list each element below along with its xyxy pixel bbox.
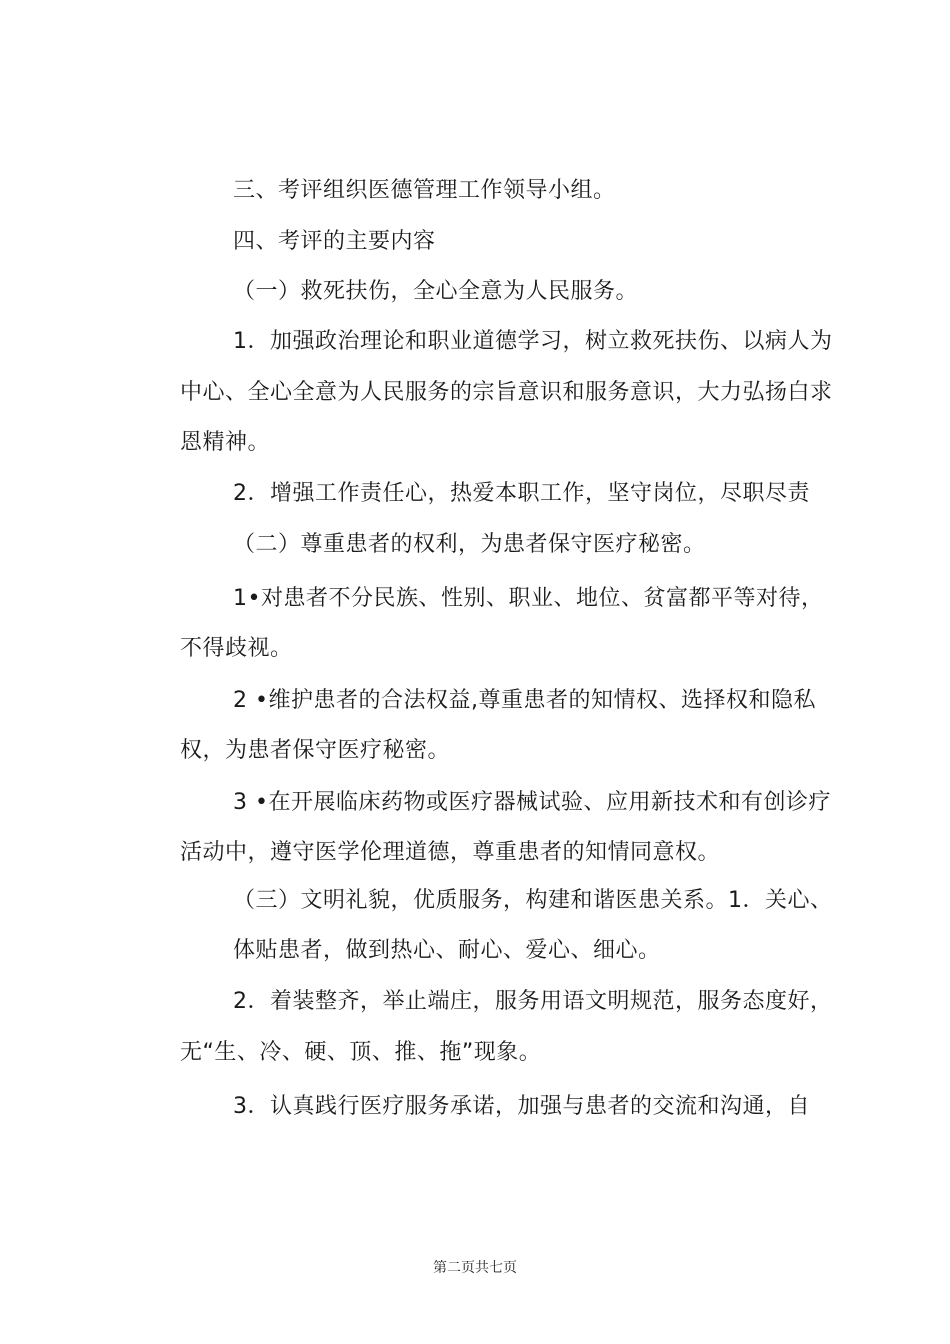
paragraph-line: 3 •在开展临床药物或医疗器械试验、应用新技术和有创诊疗 bbox=[233, 790, 831, 815]
section-heading-four: 四、考评的主要内容 bbox=[233, 229, 436, 254]
paragraph-line: 体贴患者，做到热心、耐心、爱心、细心。 bbox=[233, 938, 661, 963]
page-footer: 第二页共七页 bbox=[433, 1260, 517, 1276]
paragraph-line: 1•对患者不分民族、性别、职业、地位、贫富都平等对待， bbox=[233, 586, 824, 611]
paragraph-line: 权，为患者保守医疗秘密。 bbox=[180, 738, 451, 763]
section-heading-three: 三、考评组织医德管理工作领导小组。 bbox=[233, 178, 616, 203]
paragraph-line: 2．增强工作责任心，热爱本职工作，坚守岗位，尽职尽责 bbox=[233, 481, 810, 506]
paragraph-line: 1．加强政治理论和职业道德学习，树立救死扶伤、以病人为 bbox=[233, 329, 833, 354]
paragraph-line: 恩精神。 bbox=[180, 430, 271, 455]
paragraph-line: 活动中，遵守医学伦理道德，尊重患者的知情同意权。 bbox=[180, 840, 721, 865]
paragraph-line: 中心、全心全意为人民服务的宗旨意识和服务意识，大力弘扬白求 bbox=[180, 380, 833, 405]
paragraph-line: 无“生、冷、硬、顶、推、拖”现象。 bbox=[180, 1040, 542, 1065]
paragraph-line: 2．着装整齐，举止端庄，服务用语文明规范，服务态度好， bbox=[233, 989, 833, 1014]
paragraph-line: 2 •维护患者的合法权益,尊重患者的知情权、选择权和隐私 bbox=[233, 688, 816, 713]
subsection-heading-two: （二）尊重患者的权利，为患者保守医疗秘密。 bbox=[233, 532, 706, 557]
paragraph-line: 不得歧视。 bbox=[180, 636, 293, 661]
subsection-heading-three: （三）文明礼貌，优质服务，构建和谐医患关系。1．关心、 bbox=[233, 888, 833, 913]
subsection-heading-one: （一）救死扶伤，全心全意为人民服务。 bbox=[233, 279, 639, 304]
paragraph-line: 3．认真践行医疗服务承诺，加强与患者的交流和沟通，自 bbox=[233, 1094, 810, 1119]
